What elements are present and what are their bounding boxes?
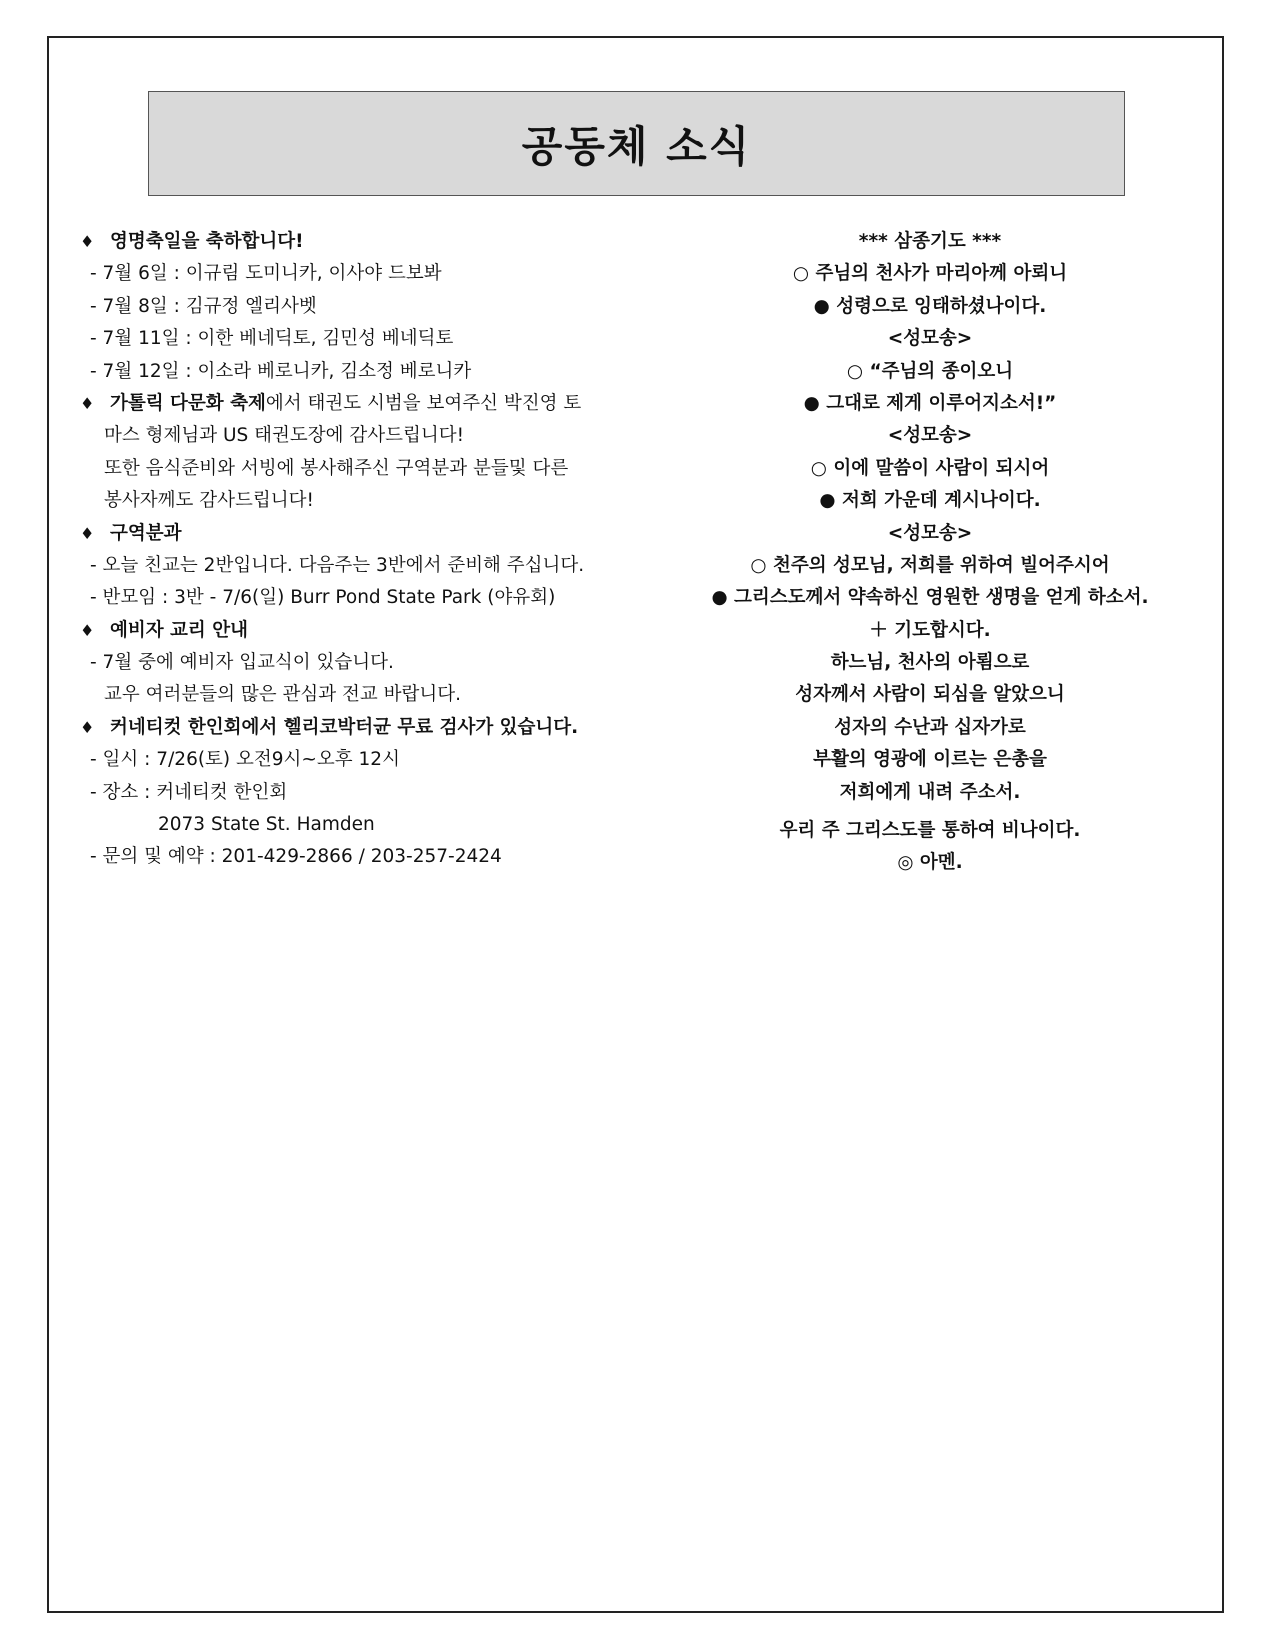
clinic-contact: - 문의 및 예약 : 201-429-2866 / 203-257-2424 [90, 846, 502, 868]
diamond-bullet-icon: ♦ [80, 523, 95, 543]
prayer-line: <성모송> [887, 328, 973, 350]
list-item: - 7월 중에 예비자 입교식이 있습니다. [90, 652, 394, 674]
list-item: - 7월 12일 : 이소라 베로니카, 김소정 베로니카 [90, 360, 472, 382]
prayer-line: 부활의 영광에 이르는 은총을 [813, 749, 1047, 771]
news-column [78, 226, 678, 874]
prayer-line: ● 성령으로 잉태하셨나이다. [813, 295, 1047, 317]
feast-heading-line [78, 226, 678, 258]
clinic-place: - 장소 : 커네티컷 한인회 [90, 781, 288, 803]
prayer-line: ＋ 기도합시다. [869, 619, 991, 641]
clinic-address: 2073 State St. Hamden [158, 814, 375, 836]
angelus-prayer [660, 226, 1200, 880]
list-item: - 7월 6일 : 이규림 도미니카, 이사야 드보봐 [90, 263, 442, 285]
festival-text-line: 마스 형제님과 US 태권도장에 감사드립니다! [104, 425, 465, 447]
prayer-line: <성모송> [887, 425, 973, 447]
diamond-bullet-icon: ♦ [80, 393, 95, 413]
clinic-heading: 커네티컷 한인회에서 헬리코박터균 무료 검사가 있습니다. [110, 716, 579, 738]
prayer-line: ● 저희 가운데 계시나이다. [819, 490, 1041, 512]
list-item: - 7월 8일 : 김규정 엘리사벳 [90, 295, 317, 317]
festival-heading: 가톨릭 다문화 축제 [110, 392, 266, 414]
district-heading-line [78, 518, 678, 550]
festival-line [78, 388, 678, 420]
list-item: 교우 여러분들의 많은 관심과 전교 바랍니다. [104, 684, 461, 706]
catechism-heading-line [78, 615, 678, 647]
list-item: - 반모임 : 3반 - 7/6(일) Burr Pond State Park (야유회) [90, 587, 556, 609]
title-banner [148, 91, 1125, 196]
festival-text: 에서 태권도 시범을 보여주신 박진영 토 [265, 392, 582, 414]
diamond-bullet-icon: ♦ [80, 717, 95, 737]
prayer-line: 성자께서 사람이 되심을 알았으니 [795, 684, 1065, 706]
prayer-line: 하느님, 천사의 아룀으로 [830, 652, 1030, 674]
prayer-amen: ◎ 아멘. [897, 852, 963, 874]
prayer-line: ○ “주님의 종이오니 [846, 360, 1014, 382]
prayer-closing: 우리 주 그리스도를 통하여 비나이다. [779, 820, 1081, 842]
festival-text-line: 봉사자께도 감사드립니다! [104, 490, 314, 512]
prayer-line: 저희에게 내려 주소서. [839, 781, 1021, 803]
prayer-line: ○ 이에 말씀이 사람이 되시어 [810, 457, 1050, 479]
page-title: 공동체 소식 [521, 121, 752, 171]
prayer-line: <성모송> [887, 522, 973, 544]
prayer-line: ● 그대로 제게 이루어지소서!” [803, 392, 1057, 414]
catechism-heading: 예비자 교리 안내 [110, 619, 248, 641]
prayer-title: *** 삼종기도 *** [858, 231, 1002, 252]
prayer-line: 성자의 수난과 십자가로 [834, 716, 1026, 738]
clinic-date: - 일시 : 7/26(토) 오전9시~오후 12시 [90, 749, 400, 771]
list-item: - 7월 11일 : 이한 베네딕토, 김민성 베네딕토 [90, 328, 454, 350]
festival-text-line: 또한 음식준비와 서빙에 봉사해주신 구역분과 분들및 다른 [104, 457, 569, 479]
list-item: - 오늘 친교는 2반입니다. 다음주는 3반에서 준비해 주십니다. [90, 554, 585, 576]
prayer-line: ○ 주님의 천사가 마리아께 아뢰니 [792, 263, 1068, 285]
prayer-line: ○ 천주의 성모님, 저희를 위하여 빌어주시어 [750, 554, 1110, 576]
district-heading: 구역분과 [110, 522, 182, 544]
prayer-line: ● 그리스도께서 약속하신 영원한 생명을 얻게 하소서. [711, 587, 1149, 609]
clinic-heading-line [78, 712, 678, 744]
diamond-bullet-icon: ♦ [80, 620, 95, 640]
feast-heading: 영명축일을 축하합니다! [110, 231, 304, 252]
diamond-bullet-icon: ♦ [80, 232, 95, 251]
